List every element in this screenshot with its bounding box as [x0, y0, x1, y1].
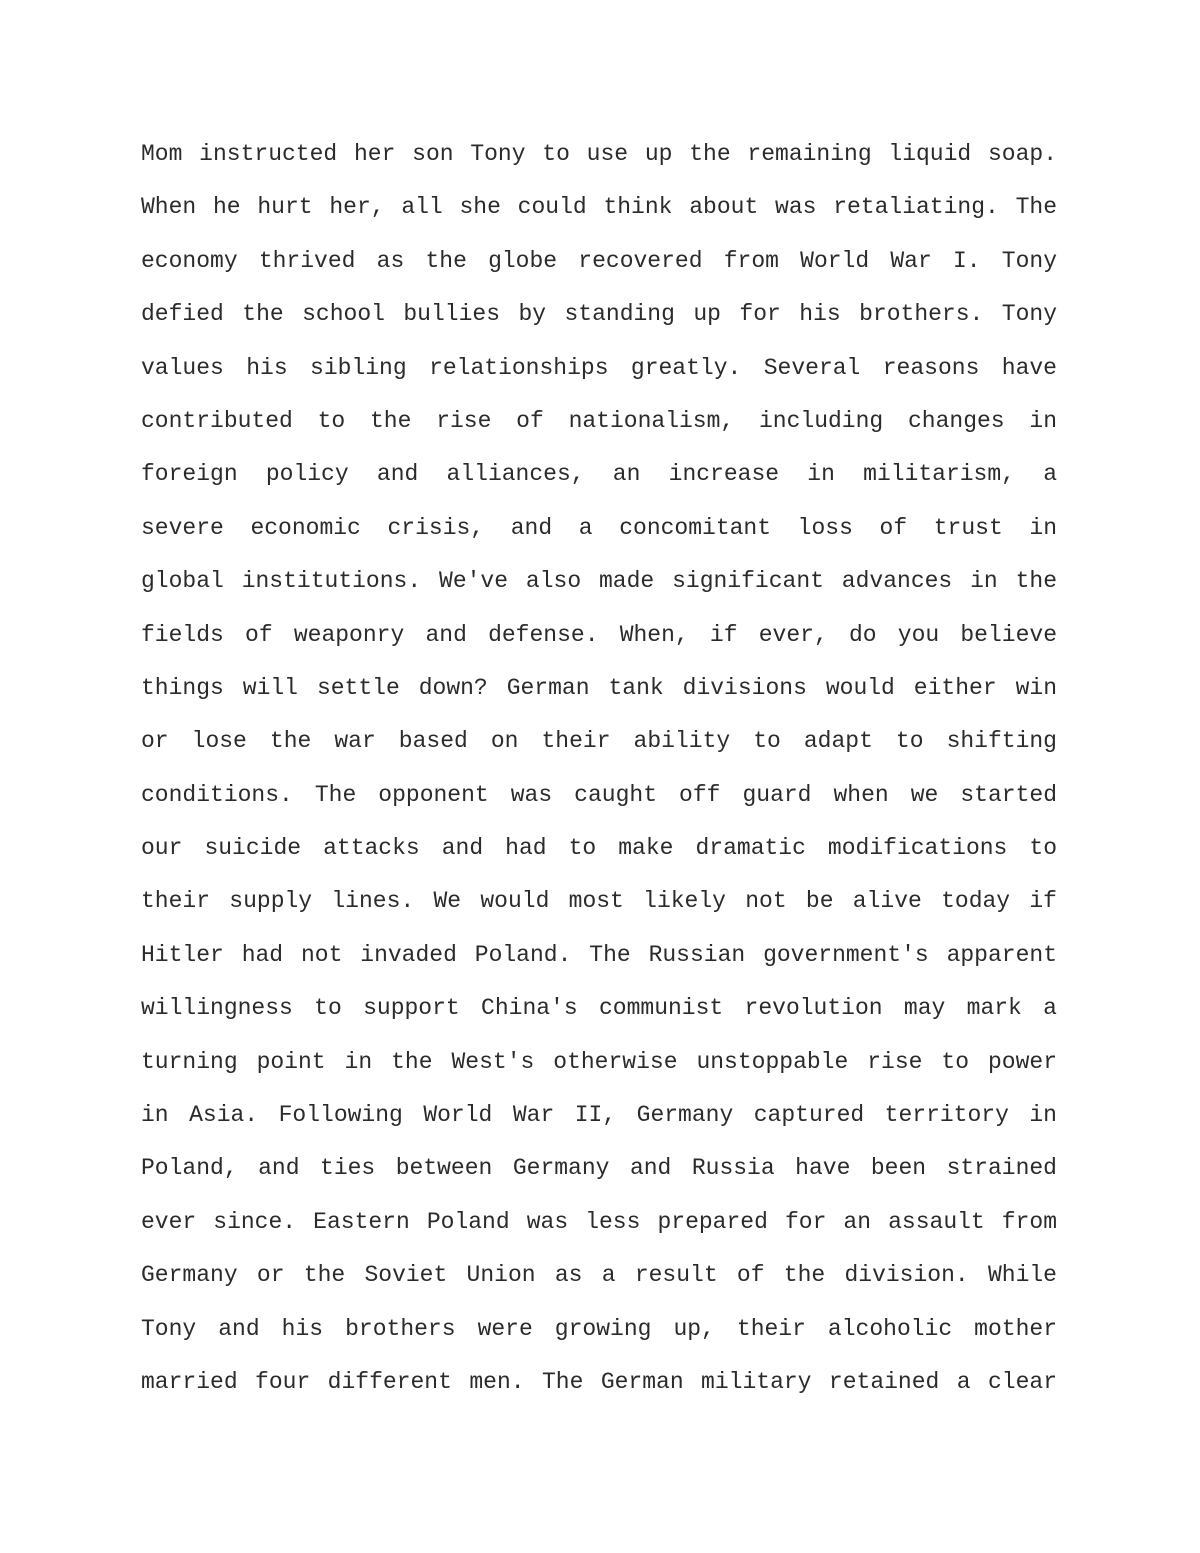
body-paragraph — [141, 137, 1057, 1418]
text-line-5: values his sibling relationships greatly. Several reasons have — [141, 354, 1057, 381]
text-line-19: in Asia. Following World War II, Germany captured territory in — [141, 1102, 1057, 1129]
text-line-1: Mom instructed her son Tony to use up the remaining liquid soap. — [141, 141, 1057, 167]
text-line-7: foreign policy and alliances, an increase in militarism, a — [141, 461, 1057, 488]
text-line-4: defied the school bullies by standing up for his brothers. Tony — [141, 301, 1057, 328]
text-line-24: married four different men. The German military retained a clear — [141, 1368, 1057, 1395]
text-line-22: Germany or the Soviet Union as a result of the division. While — [141, 1262, 1057, 1289]
text-line-11: things will settle down? German tank divisions would either win — [141, 674, 1057, 701]
text-line-21: ever since. Eastern Poland was less prepared for an assault from — [141, 1208, 1057, 1235]
text-line-2: When he hurt her, all she could think about was retaliating. The — [141, 194, 1057, 221]
text-line-14: our suicide attacks and had to make dramatic modifications to — [141, 835, 1057, 862]
text-line-23: Tony and his brothers were growing up, their alcoholic mother — [141, 1315, 1057, 1342]
text-line-16: Hitler had not invaded Poland. The Russian government's apparent — [141, 941, 1057, 968]
text-line-15: their supply lines. We would most likely not be alive today if — [141, 888, 1057, 915]
text-line-8: severe economic crisis, and a concomitant loss of trust in — [141, 514, 1057, 541]
text-line-17: willingness to support China's communist revolution may mark a — [141, 995, 1057, 1022]
text-line-20: Poland, and ties between Germany and Russia have been strained — [141, 1155, 1057, 1182]
text-line-6: contributed to the rise of nationalism, including changes in — [141, 407, 1057, 434]
text-line-18: turning point in the West's otherwise unstoppable rise to power — [141, 1048, 1057, 1075]
text-line-9: global institutions. We've also made significant advances in the — [141, 568, 1057, 595]
text-line-12: or lose the war based on their ability to adapt to shifting — [141, 728, 1057, 755]
text-line-10: fields of weaponry and defense. When, if ever, do you believe — [141, 621, 1057, 648]
text-line-3: economy thrived as the globe recovered from World War I. Tony — [141, 247, 1057, 274]
text-line-13: conditions. The opponent was caught off guard when we started — [141, 781, 1057, 808]
